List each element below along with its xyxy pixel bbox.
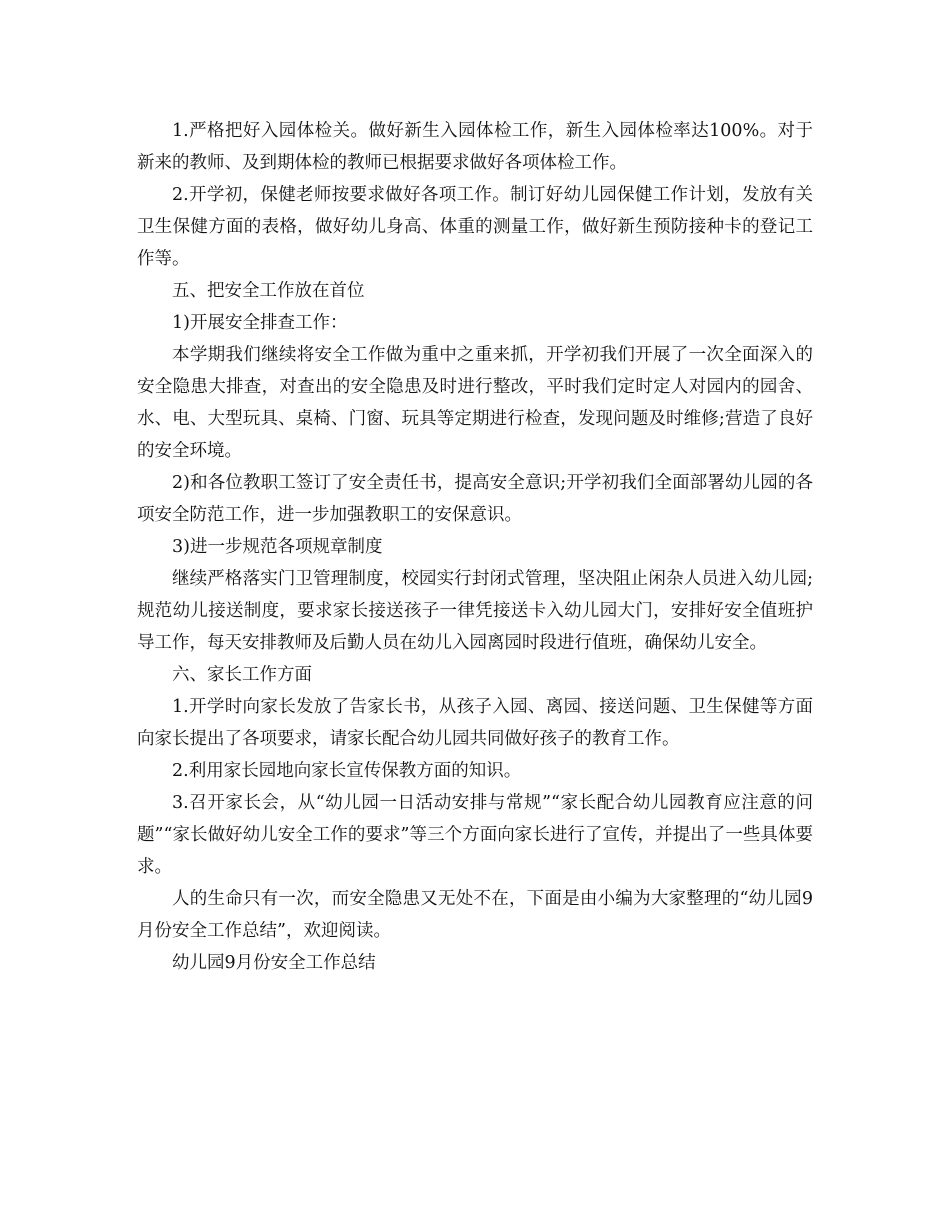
subheading-regulations: 3)进一步规范各项规章制度: [172, 537, 383, 557]
paragraph-safety-responsibility: 2)和各位教职工签订了安全责任书，提高安全意识;开学初我们全面部署幼儿园的各项安全防范工作，进一步加强教职工的安保意识。: [137, 473, 813, 525]
paragraph-gate-management: 继续严格落实门卫管理制度，校园实行封闭式管理，坚决阻止闲杂人员进入幼儿园;规范幼儿接送制度，要求家长接送孩子一律凭接送卡入幼儿园大门，安排好安全值班护导工作，每天安排教师及后勤人员在幼儿入园离园时段进行值班，确保幼儿安全。: [137, 569, 813, 653]
paragraph-safety-inspection: 本学期我们继续将安全工作做为重中之重来抓，开学初我们开展了一次全面深入的安全隐患大排查，对查出的安全隐患及时进行整改，平时我们定时定人对园内的园舍、水、电、大型玩具、桌椅、门窗、玩具等定期进行检查，发现问题及时维修;营造了良好的安全环境。: [137, 345, 813, 461]
paragraph-health-check-entry: 1.严格把好入园体检关。做好新生入园体检工作，新生入园体检率达100%。对于新来的教师、及到期体检的教师已根据要求做好各项体检工作。: [137, 121, 813, 173]
section-heading-parent-work: 六、家长工作方面: [172, 665, 312, 685]
paragraph-health-work-start: 2.开学初，保健老师按要求做好各项工作。制订好幼儿园保健工作计划，发放有关卫生保健方面的表格，做好幼儿身高、体重的测量工作，做好新生预防接种卡的登记工作等。: [137, 185, 813, 269]
paragraph-parent-board: 2.利用家长园地向家长宣传保教方面的知识。: [172, 761, 522, 781]
paragraph-intro-summary: 人的生命只有一次，而安全隐患又无处不在，下面是由小编为大家整理的“幼儿园9月份安全工作总结”，欢迎阅读。: [137, 889, 813, 941]
subheading-safety-inspection: 1)开展安全排查工作：: [172, 313, 348, 333]
paragraph-parent-meeting: 3.召开家长会，从“幼儿园一日活动安排与常规”“家长配合幼儿园教育应注意的问题”“家长做好幼儿安全工作的要求”等三个方面向家长进行了宣传，并提出了一些具体要求。: [137, 793, 813, 877]
document-title-summary: 幼儿园9月份安全工作总结: [172, 953, 376, 973]
paragraph-parent-letter: 1.开学时向家长发放了告家长书，从孩子入园、离园、接送问题、卫生保健等方面向家长提出了各项要求，请家长配合幼儿园共同做好孩子的教育工作。: [137, 697, 813, 749]
document-body: [137, 115, 813, 979]
section-heading-safety-first: 五、把安全工作放在首位: [172, 281, 365, 301]
